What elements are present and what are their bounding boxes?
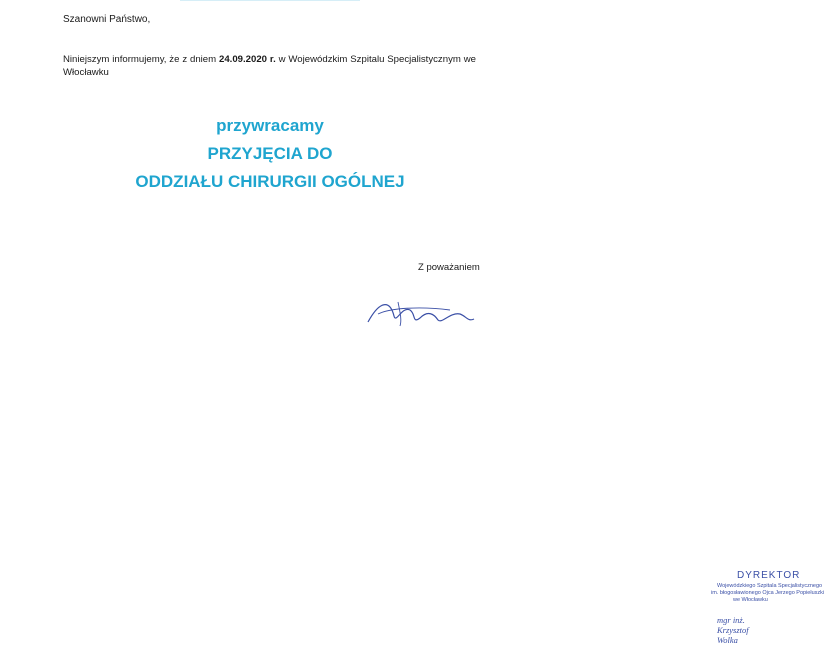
intro-text-end: w Wojewódzkim Szpitalu Specjalistycznym we Włocławku	[63, 54, 476, 78]
handwritten-signature	[350, 292, 480, 332]
intro-text-start: Niniejszym informujemy, że z dniem	[63, 54, 219, 65]
stamp-line-2: im. błogosławionego Ojca Jerzego Popiełuszki	[711, 590, 824, 596]
effective-date: 24.09.2020 r.	[218, 54, 276, 65]
announcement-line-3: ODDZIAŁU CHIRURGII OGÓLNEJ	[135, 172, 405, 191]
stamp-title: DYREKTOR	[737, 570, 801, 581]
salutation: Szanowni Państwo,	[63, 14, 151, 25]
stamp-line-1: Wojewódzkiego Szpitala Specjalistycznego	[717, 583, 823, 589]
intro-paragraph	[63, 53, 476, 79]
header-cutoff-text	[170, 0, 370, 3]
stamp-director-name: mgr inż. Krzysztof Wolka	[717, 615, 749, 645]
announcement-line-2: PRZYJĘCIA DO	[207, 144, 333, 163]
closing-regards: Z poważaniem	[418, 262, 480, 273]
announcement-line-1: przywracamy	[216, 116, 324, 135]
stamp-line-3: we Włocławku	[733, 597, 768, 603]
